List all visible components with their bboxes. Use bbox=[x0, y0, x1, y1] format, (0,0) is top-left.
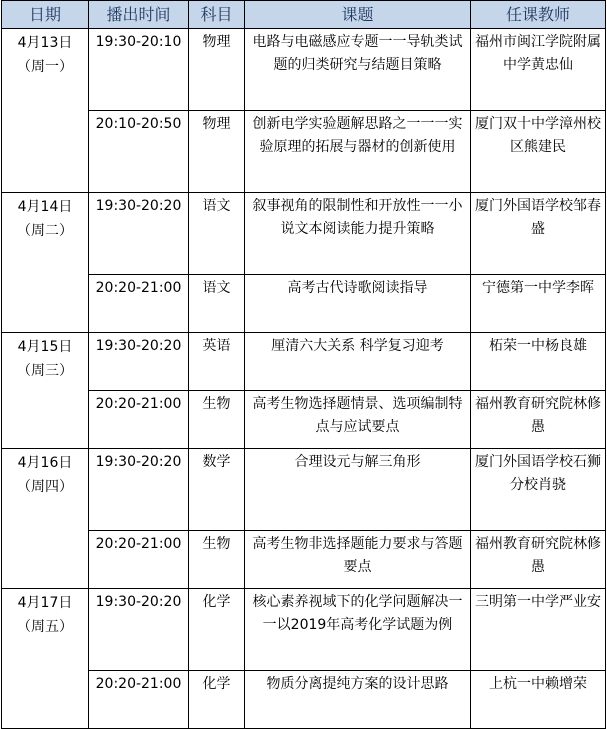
subject-cell: 生物 bbox=[189, 391, 245, 449]
table-row bbox=[2, 193, 606, 275]
teacher-cell: 三明第一中学严业安 bbox=[471, 589, 606, 671]
time-cell: 19:30-20:10 bbox=[89, 29, 189, 111]
weekday-label: （周一） bbox=[17, 59, 73, 75]
date-cell bbox=[2, 449, 89, 589]
date-cell bbox=[2, 193, 89, 333]
topic-cell: 核心素养视域下的化学问题解决一一以2019年高考化学试题为例 bbox=[245, 589, 471, 671]
table-row bbox=[2, 333, 606, 391]
table-row bbox=[2, 111, 606, 193]
date-cell bbox=[2, 29, 89, 193]
teacher-cell: 宁德第一中学李晖 bbox=[471, 275, 606, 333]
date-label: 4月17日 bbox=[17, 595, 73, 611]
teacher-cell: 福州教育研究院林修愚 bbox=[471, 391, 606, 449]
table-row bbox=[2, 29, 606, 111]
table-row bbox=[2, 589, 606, 671]
time-cell: 20:10-20:50 bbox=[89, 111, 189, 193]
weekday-label: （周五） bbox=[17, 619, 73, 635]
date-cell bbox=[2, 589, 89, 729]
topic-cell: 合理设元与解三角形 bbox=[245, 449, 471, 531]
table-row bbox=[2, 671, 606, 729]
time-cell: 20:20-21:00 bbox=[89, 671, 189, 729]
teacher-cell: 厦门外国语学校邹春盛 bbox=[471, 193, 606, 275]
subject-cell: 数学 bbox=[189, 449, 245, 531]
time-cell: 19:30-20:20 bbox=[89, 449, 189, 531]
topic-cell: 电路与电磁感应专题一一导轨类试题的归类研究与结题目策略 bbox=[245, 29, 471, 111]
schedule-table bbox=[1, 0, 606, 729]
time-cell: 19:30-20:20 bbox=[89, 193, 189, 275]
weekday-label: （周三） bbox=[17, 363, 73, 379]
header-row bbox=[2, 1, 606, 29]
subject-cell: 语文 bbox=[189, 193, 245, 275]
subject-cell: 物理 bbox=[189, 111, 245, 193]
time-cell: 20:20-21:00 bbox=[89, 531, 189, 589]
teacher-cell: 厦门双十中学漳州校区熊建民 bbox=[471, 111, 606, 193]
table-row bbox=[2, 391, 606, 449]
date-label: 4月16日 bbox=[17, 455, 73, 471]
time-cell: 19:30-20:20 bbox=[89, 333, 189, 391]
subject-cell: 生物 bbox=[189, 531, 245, 589]
date-label: 4月15日 bbox=[17, 339, 73, 355]
subject-cell: 语文 bbox=[189, 275, 245, 333]
date-cell bbox=[2, 333, 89, 449]
teacher-cell: 柘荣一中杨良雄 bbox=[471, 333, 606, 391]
table-row bbox=[2, 531, 606, 589]
time-cell: 20:20-21:00 bbox=[89, 275, 189, 333]
time-cell: 20:20-21:00 bbox=[89, 391, 189, 449]
weekday-label: （周四） bbox=[17, 479, 73, 495]
header-teacher: 任课教师 bbox=[471, 1, 606, 29]
topic-cell: 叙事视角的限制性和开放性一一小说文本阅读能力提升策略 bbox=[245, 193, 471, 275]
header-date: 日期 bbox=[2, 1, 89, 29]
weekday-label: （周二） bbox=[17, 223, 73, 239]
header-subject: 科目 bbox=[189, 1, 245, 29]
teacher-cell: 福州市闽江学院附属中学黄忠仙 bbox=[471, 29, 606, 111]
subject-cell: 化学 bbox=[189, 671, 245, 729]
header-topic: 课题 bbox=[245, 1, 471, 29]
table-row bbox=[2, 449, 606, 531]
header-time: 播出时间 bbox=[89, 1, 189, 29]
teacher-cell: 福州教育研究院林修愚 bbox=[471, 531, 606, 589]
time-cell: 19:30-20:20 bbox=[89, 589, 189, 671]
topic-cell: 物质分离提纯方案的设计思路 bbox=[245, 671, 471, 729]
subject-cell: 化学 bbox=[189, 589, 245, 671]
topic-cell: 创新电学实验题解思路之一一一实验原理的拓展与器材的创新使用 bbox=[245, 111, 471, 193]
table-row bbox=[2, 275, 606, 333]
teacher-cell: 上杭一中赖增荣 bbox=[471, 671, 606, 729]
topic-cell: 厘清六大关系 科学复习迎考 bbox=[245, 333, 471, 391]
subject-cell: 英语 bbox=[189, 333, 245, 391]
date-label: 4月14日 bbox=[17, 199, 73, 215]
topic-cell: 高考古代诗歌阅读指导 bbox=[245, 275, 471, 333]
date-label: 4月13日 bbox=[17, 35, 73, 51]
topic-cell: 高考生物选择题情景、选项编制特点与应试要点 bbox=[245, 391, 471, 449]
teacher-cell: 厦门外国语学校石狮分校肖骁 bbox=[471, 449, 606, 531]
subject-cell: 物理 bbox=[189, 29, 245, 111]
topic-cell: 高考生物非选择题能力要求与答题要点 bbox=[245, 531, 471, 589]
